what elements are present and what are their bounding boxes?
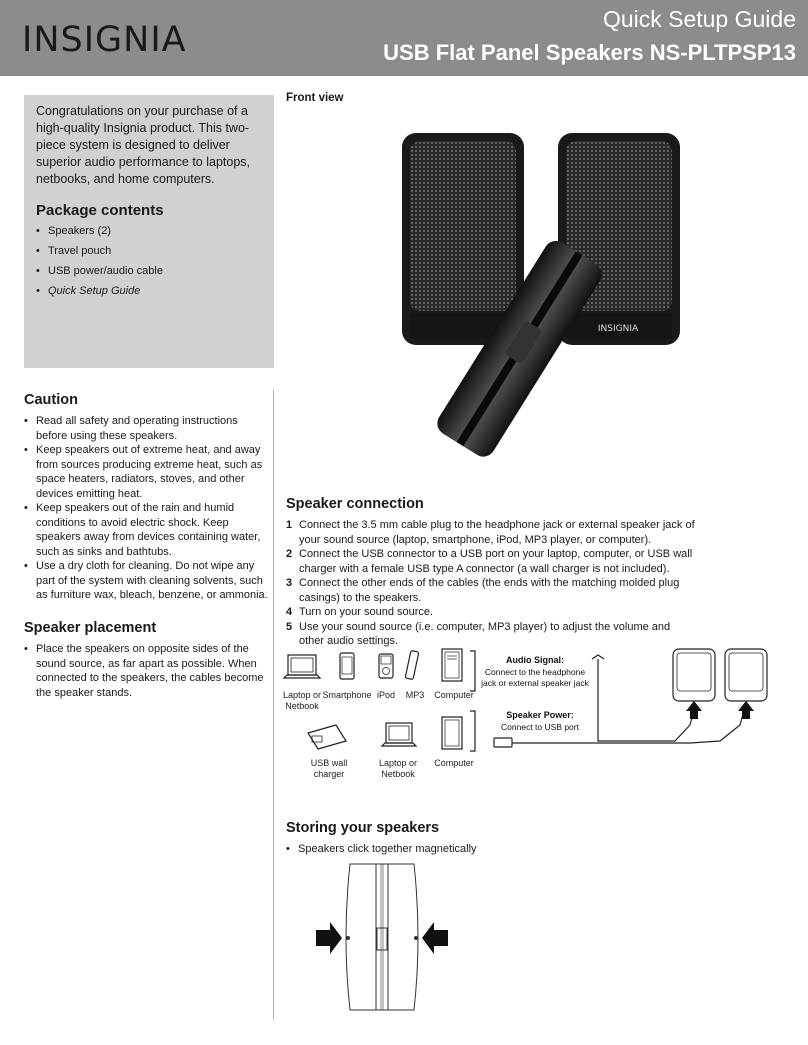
list-item: • Use a dry cloth for cleaning. Do not wipe any part of the system with cleaning solvents, such as furniture wax, bleach, benzene, or ammonia. xyxy=(24,559,270,603)
intro-text: Congratulations on your purchase of a high-quality Insignia product. This two-piece system is designed to deliver superior audio performance to laptops, netbooks, and home computers. xyxy=(36,104,251,186)
list-item: • Speakers click together magnetically xyxy=(286,842,696,857)
list-item: • Keep speakers out of the rain and humid conditions to avoid electric shock. Keep speakers away from devices containing water, such as sinks and bathtubs. xyxy=(24,501,270,559)
list-item: • Speakers (2) xyxy=(36,224,262,238)
power-bracket xyxy=(470,711,475,751)
mp3-player-icon xyxy=(405,650,419,679)
list-item: 3 Connect the other ends of the cables (the ends with the matching molded plug casings) to the speakers. xyxy=(286,577,680,604)
list-item: • Keep speakers out of extreme heat, and away from sources producing extreme heat, such as space heaters, radiators, stoves, and other devices emitting heat. xyxy=(24,443,270,501)
laptop-label: Laptop or Netbook xyxy=(282,690,322,711)
list-item: • Quick Setup Guide xyxy=(36,284,262,298)
computer-icon xyxy=(442,717,462,749)
list-item: • Place the speakers on opposite sides of the sound source, as far apart as possible. When connected to the speakers, the cables become the speaker stands. xyxy=(24,642,270,700)
laptop-label: Laptop or Netbook xyxy=(378,758,418,779)
laptop-icon xyxy=(382,723,416,746)
speaker-power-text: Connect to USB port xyxy=(501,722,579,732)
audio-signal-text: Connect to the headphone jack or external speaker jack xyxy=(481,667,589,688)
caution-section xyxy=(24,392,270,603)
intro-box xyxy=(24,95,274,368)
ipod-label: iPod xyxy=(376,690,395,700)
list-item: • USB power/audio cable xyxy=(36,264,262,278)
computer-label: Computer xyxy=(434,690,474,700)
storing-section xyxy=(286,820,696,857)
speaker-power-title: Speaker Power: xyxy=(506,710,574,720)
header-bar xyxy=(0,0,808,76)
list-item: • Read all safety and operating instructions before using these speakers. xyxy=(24,414,270,443)
placement-title: Speaker placement xyxy=(24,620,157,636)
computer-icon xyxy=(442,649,462,681)
speaker-brand-label: INSIGNIA xyxy=(597,324,639,334)
audio-plug-icon xyxy=(592,655,604,659)
usb-plug-icon xyxy=(494,738,512,747)
arrow-left-icon xyxy=(422,922,448,954)
caution-list xyxy=(24,414,270,603)
stored-speakers-image xyxy=(312,860,452,1015)
column-divider xyxy=(273,390,274,1020)
placement-list xyxy=(24,642,270,700)
guide-subtitle: Quick Setup Guide xyxy=(602,6,796,32)
connection-steps xyxy=(286,518,696,649)
connection-title: Speaker connection xyxy=(286,496,424,512)
package-list xyxy=(36,224,262,298)
front-view-label: Front view xyxy=(286,92,344,104)
right-speaker-icon xyxy=(725,649,767,701)
audio-bracket xyxy=(470,651,475,691)
caution-title: Caution xyxy=(24,392,78,408)
package-contents-title: Package contents xyxy=(36,202,164,219)
list-item: 5 Use your sound source (i.e. computer, MP3 player) to adjust the volume and other audio settings. xyxy=(286,620,671,647)
list-item: 1 Connect the 3.5 mm cable plug to the headphone jack or external speaker jack of your sound source (laptop, smartphone, iPod, MP3 player, or computer). xyxy=(286,519,695,546)
smartphone-label: Smartphone xyxy=(322,690,372,700)
insignia-logo: INSIGNIA xyxy=(22,20,187,60)
audio-cable xyxy=(598,659,695,741)
connection-section xyxy=(286,496,696,649)
storing-list xyxy=(286,842,696,857)
list-item: 2 Connect the USB connector to a USB port on your laptop, computer, or USB wall charger with a female USB type A connector (a wall charger is not included). xyxy=(286,548,693,575)
laptop-icon xyxy=(284,655,320,678)
left-speaker-icon xyxy=(673,649,715,701)
page-title: USB Flat Panel Speakers NS-PLTPSP13 xyxy=(383,40,796,65)
speakers-front-view-image xyxy=(390,125,690,480)
charger-label: USB wall charger xyxy=(310,758,348,779)
arrow-up-icon xyxy=(738,701,754,719)
usb-charger-icon xyxy=(308,725,346,749)
list-item: 4 Turn on your sound source. xyxy=(286,606,434,618)
smartphone-icon xyxy=(340,653,354,679)
mp3-label: MP3 xyxy=(405,690,425,700)
ipod-icon xyxy=(379,654,393,678)
front-view-label-wrap xyxy=(286,92,696,104)
placement-section xyxy=(24,620,270,700)
arrow-right-icon xyxy=(316,922,342,954)
arrow-up-icon xyxy=(686,701,702,719)
audio-signal-title: Audio Signal: xyxy=(506,655,564,665)
storing-title: Storing your speakers xyxy=(286,820,440,836)
computer-label: Computer xyxy=(434,758,474,768)
list-item: • Travel pouch xyxy=(36,244,262,258)
